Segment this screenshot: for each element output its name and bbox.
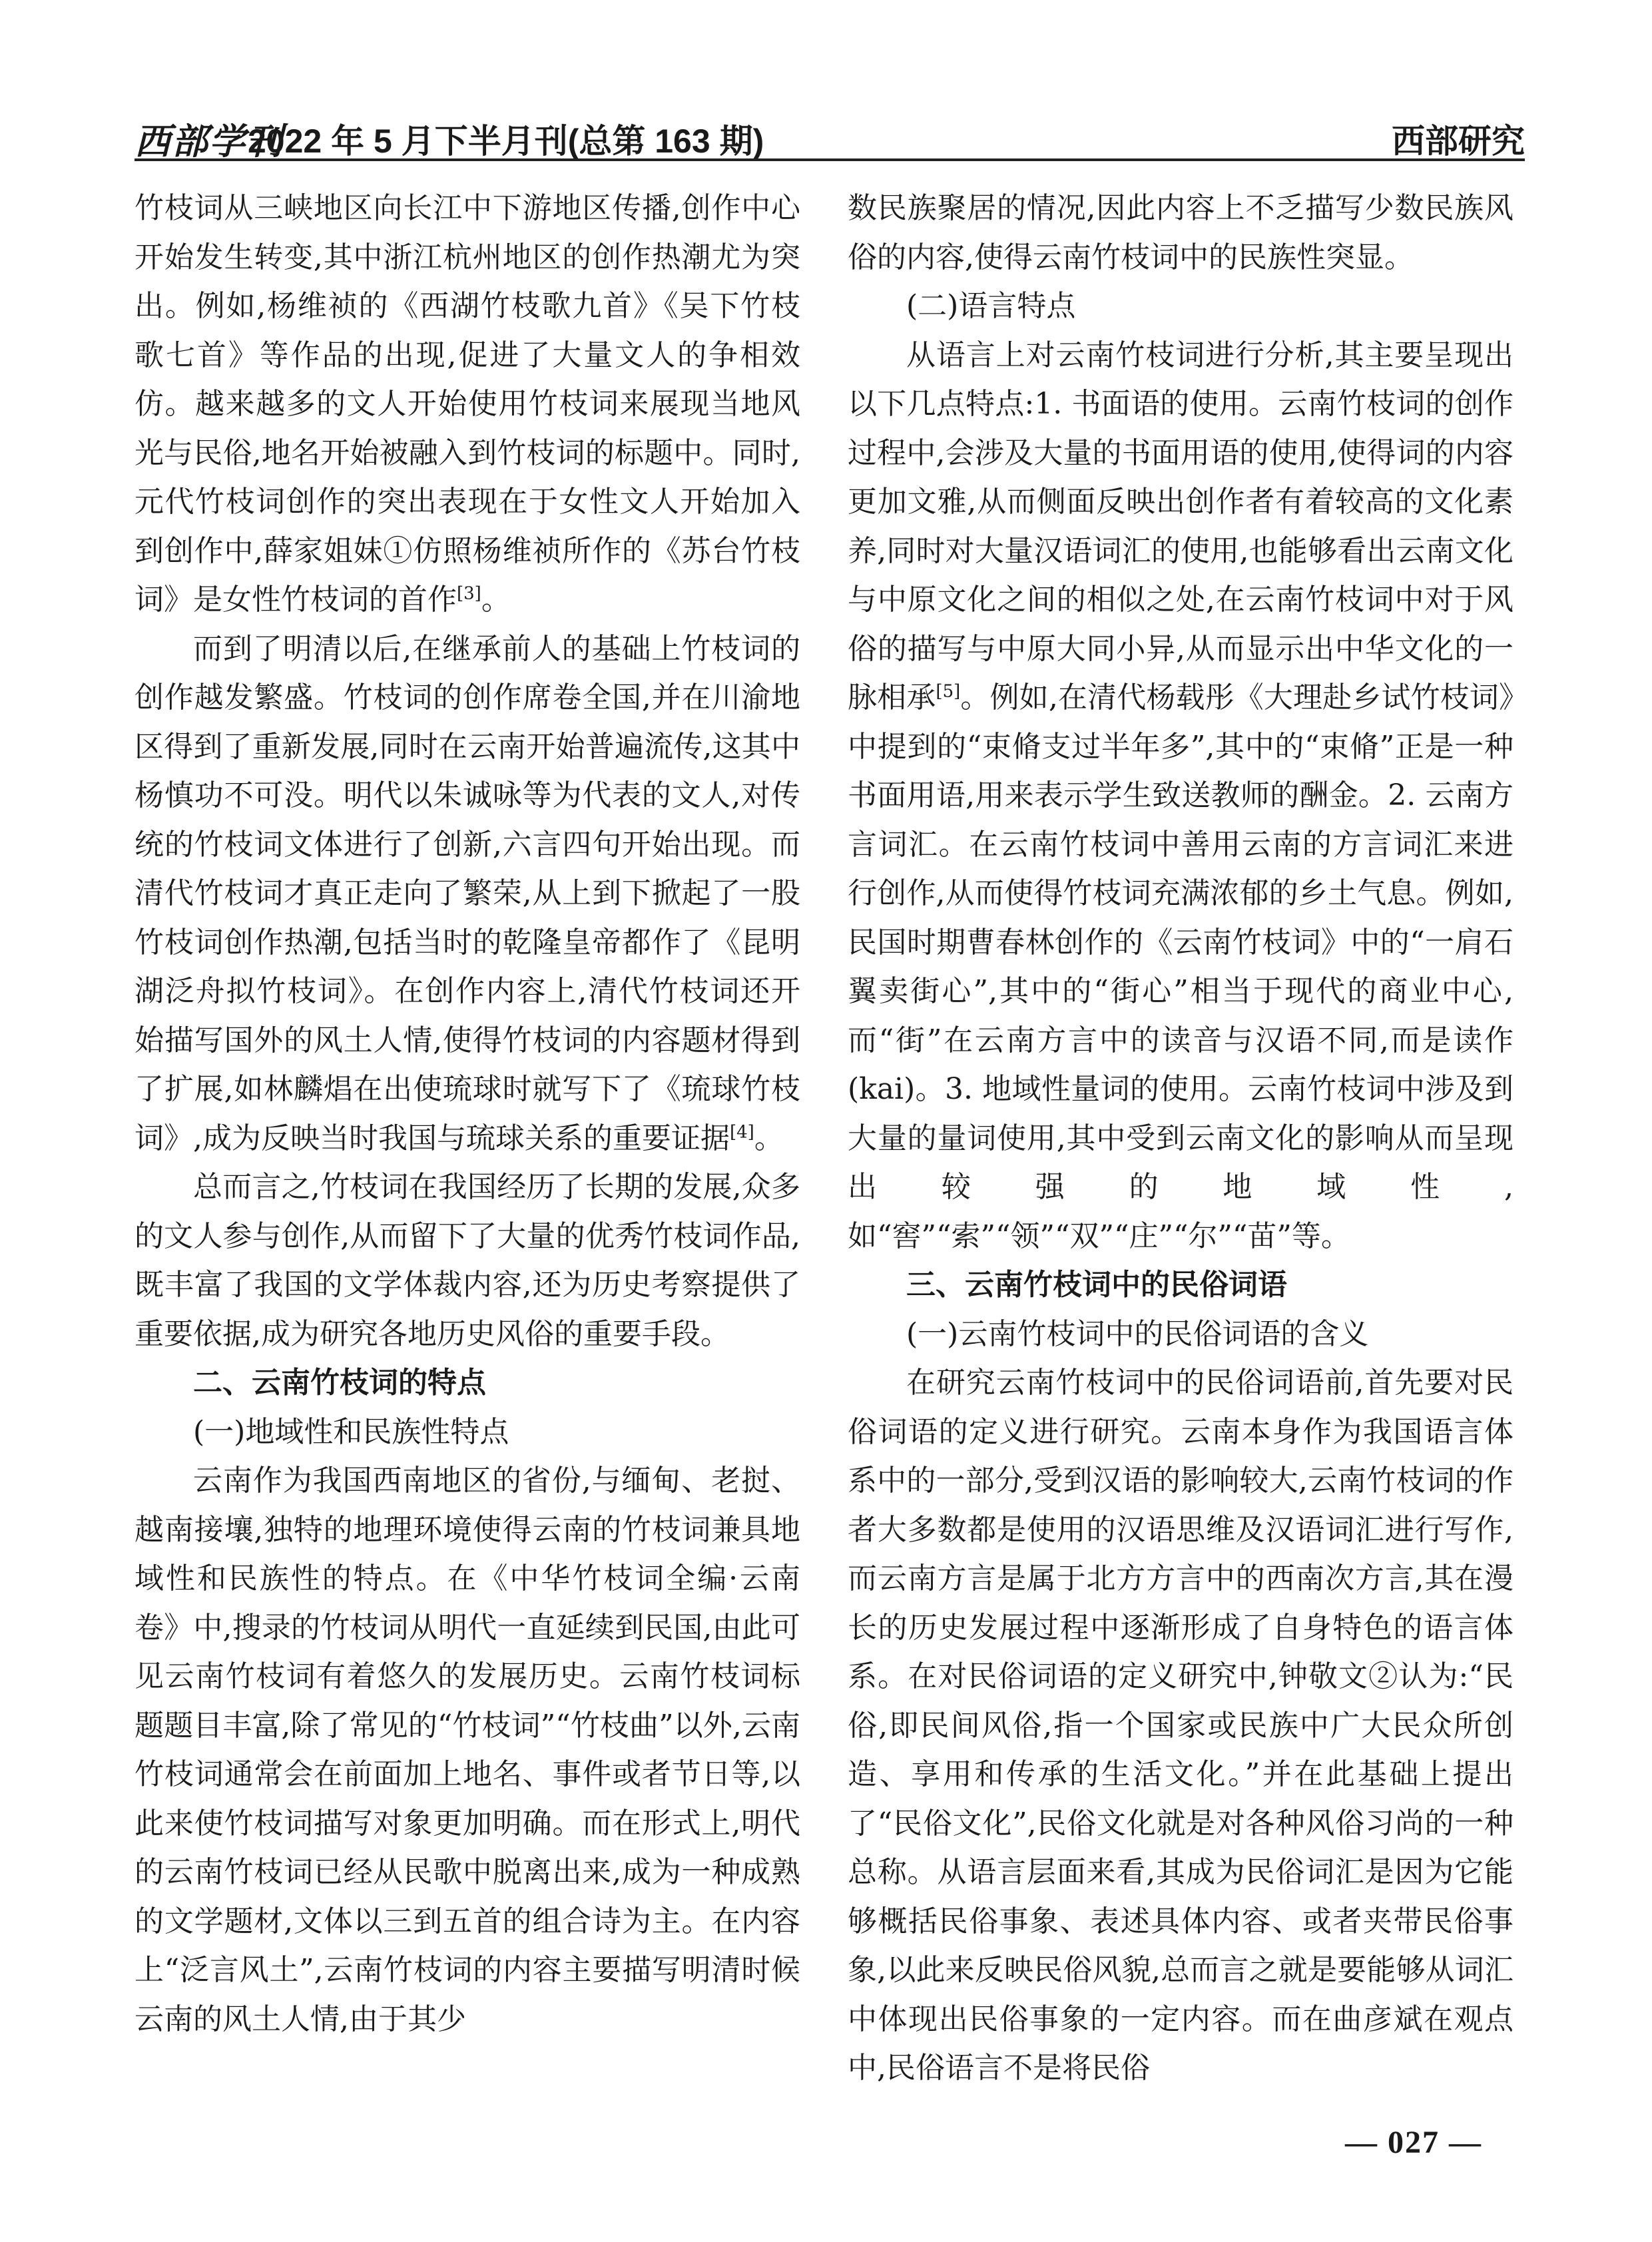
section-heading: 二、云南竹枝词的特点 <box>193 1366 486 1399</box>
citation: [3] <box>457 583 481 604</box>
subsection-heading: (一)地域性和民族性特点 <box>193 1414 509 1449</box>
paragraph: 数民族聚居的情况,因此内容上不乏描写少数民族风俗的内容,使得云南竹枝词中的民族性突显。 <box>848 191 1514 274</box>
paragraph: 从语言上对云南竹枝词进行分析,其主要呈现出以下几点特点:1. 书面语的使用。云南竹枝词的创作过程中,会涉及大量的书面用语的使用,使得词的内容更加文雅,从而侧面反映出创作者有着较高的文化素养,同时对大量汉语词汇的使用,也能够看出云南文化与中原文化之间的相似之处,在云南竹枝词中对于风俗的描写与中原大同小异,从而显示出中华文化的一脉相承[5]。例如,在清代杨载彤《大理赴乡试竹枝词》中提到的“束脩支过半年多”,其中的“束脩”正是一种书面用语,用来表示学生致送教师的酬金。2. 云南方言词汇。在云南竹枝词中善用云南的方言词汇来进行创作,从而使得竹枝词充满浓郁的乡土气息。例如,民国时期曹春林创作的《云南竹枝词》中的“一肩石翼卖街心”,其中的“街心”相当于现代的商业中心,而“街”在云南方言中的读音与汉语不同,而是读作(kai)。3. 地域性量词的使用。云南竹枝词中涉及到大量的量词使用,其中受到云南文化的影响从而呈现出较强的地域性,如“窖”“索”“领”“双”“庄”“尔”“苗”等。 <box>848 338 1514 1253</box>
section-name: 西部研究 <box>1392 123 1525 160</box>
citation: [5] <box>936 681 961 702</box>
page-header <box>135 107 1525 166</box>
issue-info: 2022 年 5 月下半月刊(总第 163 期) <box>248 123 764 160</box>
right-column <box>848 184 1514 2093</box>
subsection-heading: (一)云南竹枝词中的民俗词语的含义 <box>906 1316 1369 1351</box>
journal-logo: 西部学刊 <box>135 120 284 162</box>
section-heading: 三、云南竹枝词中的民俗词语 <box>906 1268 1287 1301</box>
paragraph: 而到了明清以后,在继承前人的基础上竹枝词的创作越发繁盛。竹枝词的创作席卷全国,并在川渝地区得到了重新发展,同时在云南开始普遍流传,这其中杨慎功不可没。明代以朱诚咏等为代表的文人,对传统的竹枝词文体进行了创新,六言四句开始出现。而清代竹枝词才真正走向了繁荣,从上到下掀起了一股竹枝词创作热潮,包括当时的乾隆皇帝都作了《昆明湖泛舟拟竹枝词》。在创作内容上,清代竹枝词还开始描写国外的风土人情,使得竹枝词的内容题材得到了扩展,如林麟焻在出使琉球时就写下了《琉球竹枝词》,成为反映当时我国与琉球关系的重要证据[4]。 <box>135 631 800 1155</box>
paragraph: 云南作为我国西南地区的省份,与缅甸、老挝、越南接壤,独特的地理环境使得云南的竹枝词兼具地域性和民族性的特点。在《中华竹枝词全编·云南卷》中,搜录的竹枝词从明代一直延续到民国,由此可见云南竹枝词有着悠久的发展历史。云南竹枝词标题题目丰富,除了常见的“竹枝词”“竹枝曲”以外,云南竹枝词通常会在前面加上地名、事件或者节日等,以此来使竹枝词描写对象更加明确。而在形式上,明代的云南竹枝词已经从民歌中脱离出来,成为一种成熟的文学题材,文体以三到五首的组合诗为主。在内容上“泛言风土”,云南竹枝词的内容主要描写明清时候云南的风土人情,由于其少 <box>135 1464 800 2036</box>
header-rule <box>135 158 1525 161</box>
paragraph: 总而言之,竹枝词在我国经历了长期的发展,众多的文人参与创作,从而留下了大量的优秀竹枝词作品,既丰富了我国的文学体裁内容,还为历史考察提供了重要依据,成为研究各地历史风俗的重要手段。 <box>135 1170 800 1351</box>
subsection-heading: (二)语言特点 <box>906 289 1076 323</box>
paragraph: 竹枝词从三峡地区向长江中下游地区传播,创作中心开始发生转变,其中浙江杭州地区的创作热潮尤为突出。例如,杨维祯的《西湖竹枝歌九首》《吴下竹枝歌七首》等作品的出现,促进了大量文人的争相效仿。越来越多的文人开始使用竹枝词来展现当地风光与民俗,地名开始被融入到竹枝词的标题中。同时,元代竹枝词创作的突出表现在于女性文人开始加入到创作中,薛家姐妹①仿照杨维祯所作的《苏台竹枝词》是女性竹枝词的首作[3]。 <box>135 191 801 617</box>
page-number: — 027 — <box>1345 2125 1482 2160</box>
paragraph: 在研究云南竹枝词中的民俗词语前,首先要对民俗词语的定义进行研究。云南本身作为我国语言体系中的一部分,受到汉语的影响较大,云南竹枝词的作者大多数都是使用的汉语思维及汉语词汇进行写作,而云南方言是属于北方方言中的西南次方言,其在漫长的历史发展过程中逐渐形成了自身特色的语言体系。在对民俗词语的定义研究中,钟敬文②认为:“民俗,即民间风俗,指一个国家或民族中广大民众所创造、享用和传承的生活文化。”并在此基础上提出了“民俗文化”,民俗文化就是对各种风俗习尚的一种总称。从语言层面来看,其成为民俗词汇是因为它能够概括民俗事象、表述具体内容、或者夹带民俗事象,以此来反映民俗风貌,总而言之就是要能够从词汇中体现出民俗事象的一定内容。而在曲彦斌在观点中,民俗语言不是将民俗 <box>848 1366 1514 2085</box>
left-column <box>135 184 800 2044</box>
citation: [4] <box>730 1121 754 1142</box>
